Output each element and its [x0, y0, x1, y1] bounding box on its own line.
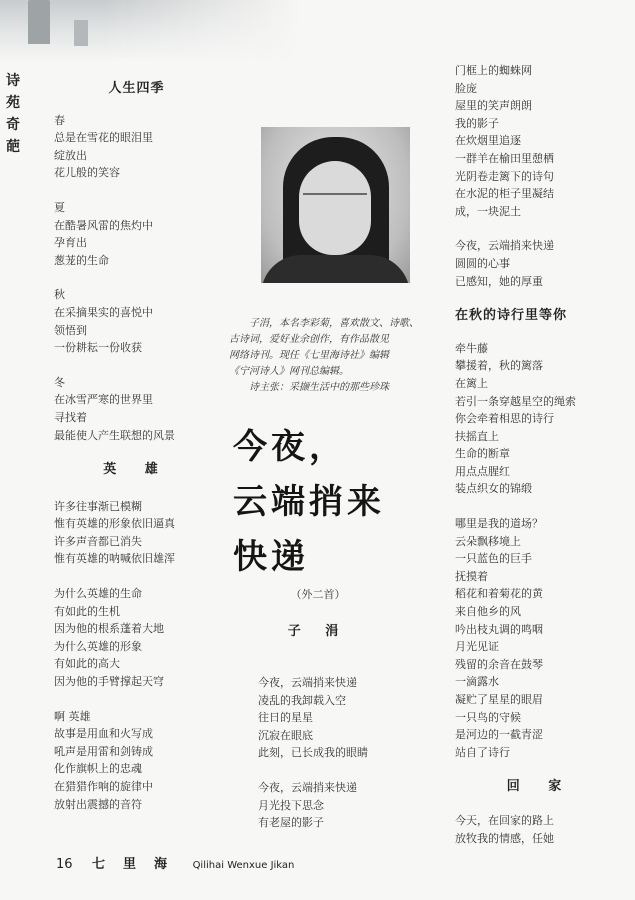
poem-line: 寻找着 — [54, 410, 87, 424]
poem-line: 在猎猎作响的旋律中 — [54, 780, 153, 793]
poem-line: 因为他的手臂撑起天穹 — [54, 675, 164, 689]
poem-line: 牵牛藤 — [455, 341, 488, 355]
poem-line: 秋 — [54, 288, 65, 302]
poem-line: 为什么英雄的生命 — [54, 587, 142, 601]
stanza — [455, 340, 625, 498]
poem-line: 放射出震撼的音符 — [54, 797, 142, 811]
page-number: 16 — [56, 857, 73, 872]
main-title-line: 今夜， — [233, 427, 347, 467]
left-column — [54, 80, 219, 830]
poem-line: 门框上的蜘蛛网 — [455, 64, 532, 77]
poem-line: 在冰雪严寒的世界里 — [54, 393, 153, 407]
poem-line: 月光见证 — [455, 640, 499, 654]
header-decoration — [0, 0, 300, 62]
poem-line: 一只鸟的守候 — [455, 710, 521, 724]
stanza — [455, 812, 625, 847]
poem-line: 孕育出 — [54, 236, 87, 250]
poem-line: 有如此的生机 — [54, 604, 120, 618]
poem-line: 故事是用血和火写成 — [54, 727, 153, 741]
poem-line: 攀援着，秋的篱落 — [455, 359, 543, 373]
tower-silhouette — [28, 0, 50, 44]
poem-line: 啊 英雄 — [54, 709, 91, 723]
poem-line: 若引一条穿越星空的绳索 — [455, 394, 576, 408]
poem-line: 生命的断章 — [455, 447, 510, 461]
poem-line: 凝贮了星星的眼眉 — [455, 693, 543, 706]
main-title — [233, 420, 453, 585]
poem-line: 往日的星星 — [258, 711, 313, 725]
poem-line: 放牧我的情感，任她 — [455, 831, 554, 845]
poem-line: 一份耕耘一份收获 — [54, 341, 142, 355]
poem-line: 一只蓝色的巨手 — [455, 552, 532, 566]
poem-line: 因为他的根系蓬着大地 — [54, 622, 164, 636]
poem-line: 是河边的一截青涩 — [455, 728, 543, 742]
author-photo — [261, 127, 410, 283]
poem-body — [455, 62, 625, 290]
poem-line: 春 — [54, 113, 65, 127]
poem-line: 站自了诗行 — [455, 745, 510, 759]
poem-line: 今天，在回家的路上 — [455, 813, 554, 827]
poem-body — [455, 812, 625, 847]
author-name: 子 涓 — [287, 624, 349, 639]
main-title-line: 云端捎来 — [233, 482, 385, 522]
poem-body — [54, 112, 219, 445]
poem-line: 在水泥的柜子里凝结 — [455, 187, 554, 201]
poem-line: 你会牵着相思的诗行 — [455, 412, 554, 426]
poem-line: 在酷暑风雷的焦灼中 — [54, 218, 153, 232]
stanza — [54, 374, 219, 444]
poem-line: 来自他乡的风 — [455, 605, 521, 619]
poem-line: 脸庞 — [455, 81, 477, 95]
poem-body — [258, 674, 418, 832]
poem-line: 月光投下思念 — [258, 798, 324, 812]
poem-line: 此刻，已长成我的眼睛 — [258, 746, 368, 760]
poem-line: 吼声是用雷和剑铸成 — [54, 744, 153, 758]
stanza — [54, 112, 219, 182]
poem-line: 扶摇直上 — [455, 429, 499, 443]
poem-line: 在篱上 — [455, 376, 488, 390]
poem-line: 沉寂在眼底 — [258, 728, 313, 742]
poem-line: 总是在雪花的眼泪里 — [54, 131, 153, 145]
poem-line: 绽放出 — [54, 148, 87, 162]
poem-line: 装点织女的锦缎 — [455, 482, 532, 496]
poem-line: 云朵飘移境上 — [455, 534, 521, 548]
poem-title: 人生四季 — [108, 81, 165, 96]
poem-line: 许多声音都已消失 — [54, 534, 142, 548]
poem-line: 夏 — [54, 200, 65, 214]
poem-line: 在炊烟里追逐 — [455, 134, 521, 148]
poem-title: 在秋的诗行里等你 — [455, 308, 568, 324]
poem-line: 领悟到 — [54, 323, 87, 337]
bio-line: 子涓，本名李彩菊，喜欢散文、诗歌、 — [249, 318, 419, 329]
page-footer — [56, 853, 456, 872]
poem-line: 为什么英雄的形象 — [54, 639, 142, 653]
stanza — [54, 708, 219, 814]
poem-line: 有如此的高大 — [54, 657, 120, 671]
stanza — [455, 237, 625, 290]
bio-line: 网络诗刊。现任《七里海诗社》编辑 — [229, 350, 389, 361]
right-column — [455, 62, 625, 864]
stanza — [258, 779, 418, 832]
section-tag: 诗苑奇葩 — [6, 73, 20, 155]
poem-line: 惟有英雄的呐喊依旧雄浑 — [54, 552, 175, 566]
poem-line: 花儿般的笑容 — [54, 166, 120, 180]
subtitle: （外二首） — [290, 588, 346, 601]
bio-motto: 诗主张：采撷生活中的那些珍珠 — [249, 382, 389, 393]
magazine-name-en: Qilihai Wenxue Jikan — [192, 860, 295, 871]
poem-line: 今夜，云端捎来快递 — [258, 780, 357, 794]
poem-line: 用点点腥红 — [455, 464, 510, 478]
poem-title: 英 雄 — [103, 462, 170, 478]
stanza — [258, 674, 418, 762]
poem-line: 冬 — [54, 375, 65, 389]
author-bio — [229, 316, 444, 396]
poem-line: 葱茏的生命 — [54, 253, 109, 267]
building-silhouette — [74, 20, 88, 46]
bio-line: 《宁河诗人》网刊总编辑。 — [229, 366, 349, 377]
stanza — [54, 286, 219, 356]
poem-line: 最能使人产生联想的风景 — [54, 428, 175, 442]
stanza — [455, 515, 625, 761]
stanza — [54, 199, 219, 269]
poem-line: 成，一块泥土 — [455, 204, 521, 218]
stanza — [54, 585, 219, 691]
poem-line: 哪里是我的道场？ — [455, 517, 543, 531]
main-title-line: 快递 — [233, 537, 309, 577]
poem-body — [455, 340, 625, 762]
poem-line: 屋里的笑声朗朗 — [455, 99, 532, 113]
poem-line: 有老屋的影子 — [258, 816, 324, 830]
poem-line: 凌乱的我卸载入空 — [258, 693, 346, 707]
poem-line: 今夜，云端捎来快递 — [258, 676, 357, 689]
poem-line: 化作旗帜上的忠魂 — [54, 762, 142, 776]
poem-line: 已感知，她的厚重 — [455, 274, 543, 288]
poem-line: 抚摸着 — [455, 569, 488, 583]
poem-line: 一群羊在榆田里憩栖 — [455, 151, 554, 165]
magazine-name: 七里海 — [92, 857, 186, 872]
poem-line: 在采摘果实的喜悦中 — [54, 305, 153, 319]
poem-line: 许多往事渐已模糊 — [54, 499, 142, 513]
poem-line: 稻花和着菊花的黄 — [455, 587, 543, 601]
middle-column — [258, 674, 418, 849]
stanza — [54, 498, 219, 568]
poem-body — [54, 498, 219, 814]
poem-line: 吟出枝丸调的鸣咽 — [455, 622, 543, 636]
poem-line: 我的影子 — [455, 116, 499, 130]
bio-line: 古诗词，爱好业余创作，有作品散见 — [229, 334, 389, 345]
poem-title: 回 家 — [506, 779, 574, 795]
stanza — [455, 62, 625, 220]
poem-line: 圆圆的心事 — [455, 256, 510, 270]
poem-line: 残留的余音在鼓琴 — [455, 657, 543, 671]
poem-line: 惟有英雄的形象依旧逼真 — [54, 517, 175, 531]
poem-line: 今夜，云端捎来快递 — [455, 239, 554, 253]
poem-line: 一滴露水 — [455, 675, 499, 689]
poem-line: 光阴卷走篱下的诗句 — [455, 169, 554, 183]
